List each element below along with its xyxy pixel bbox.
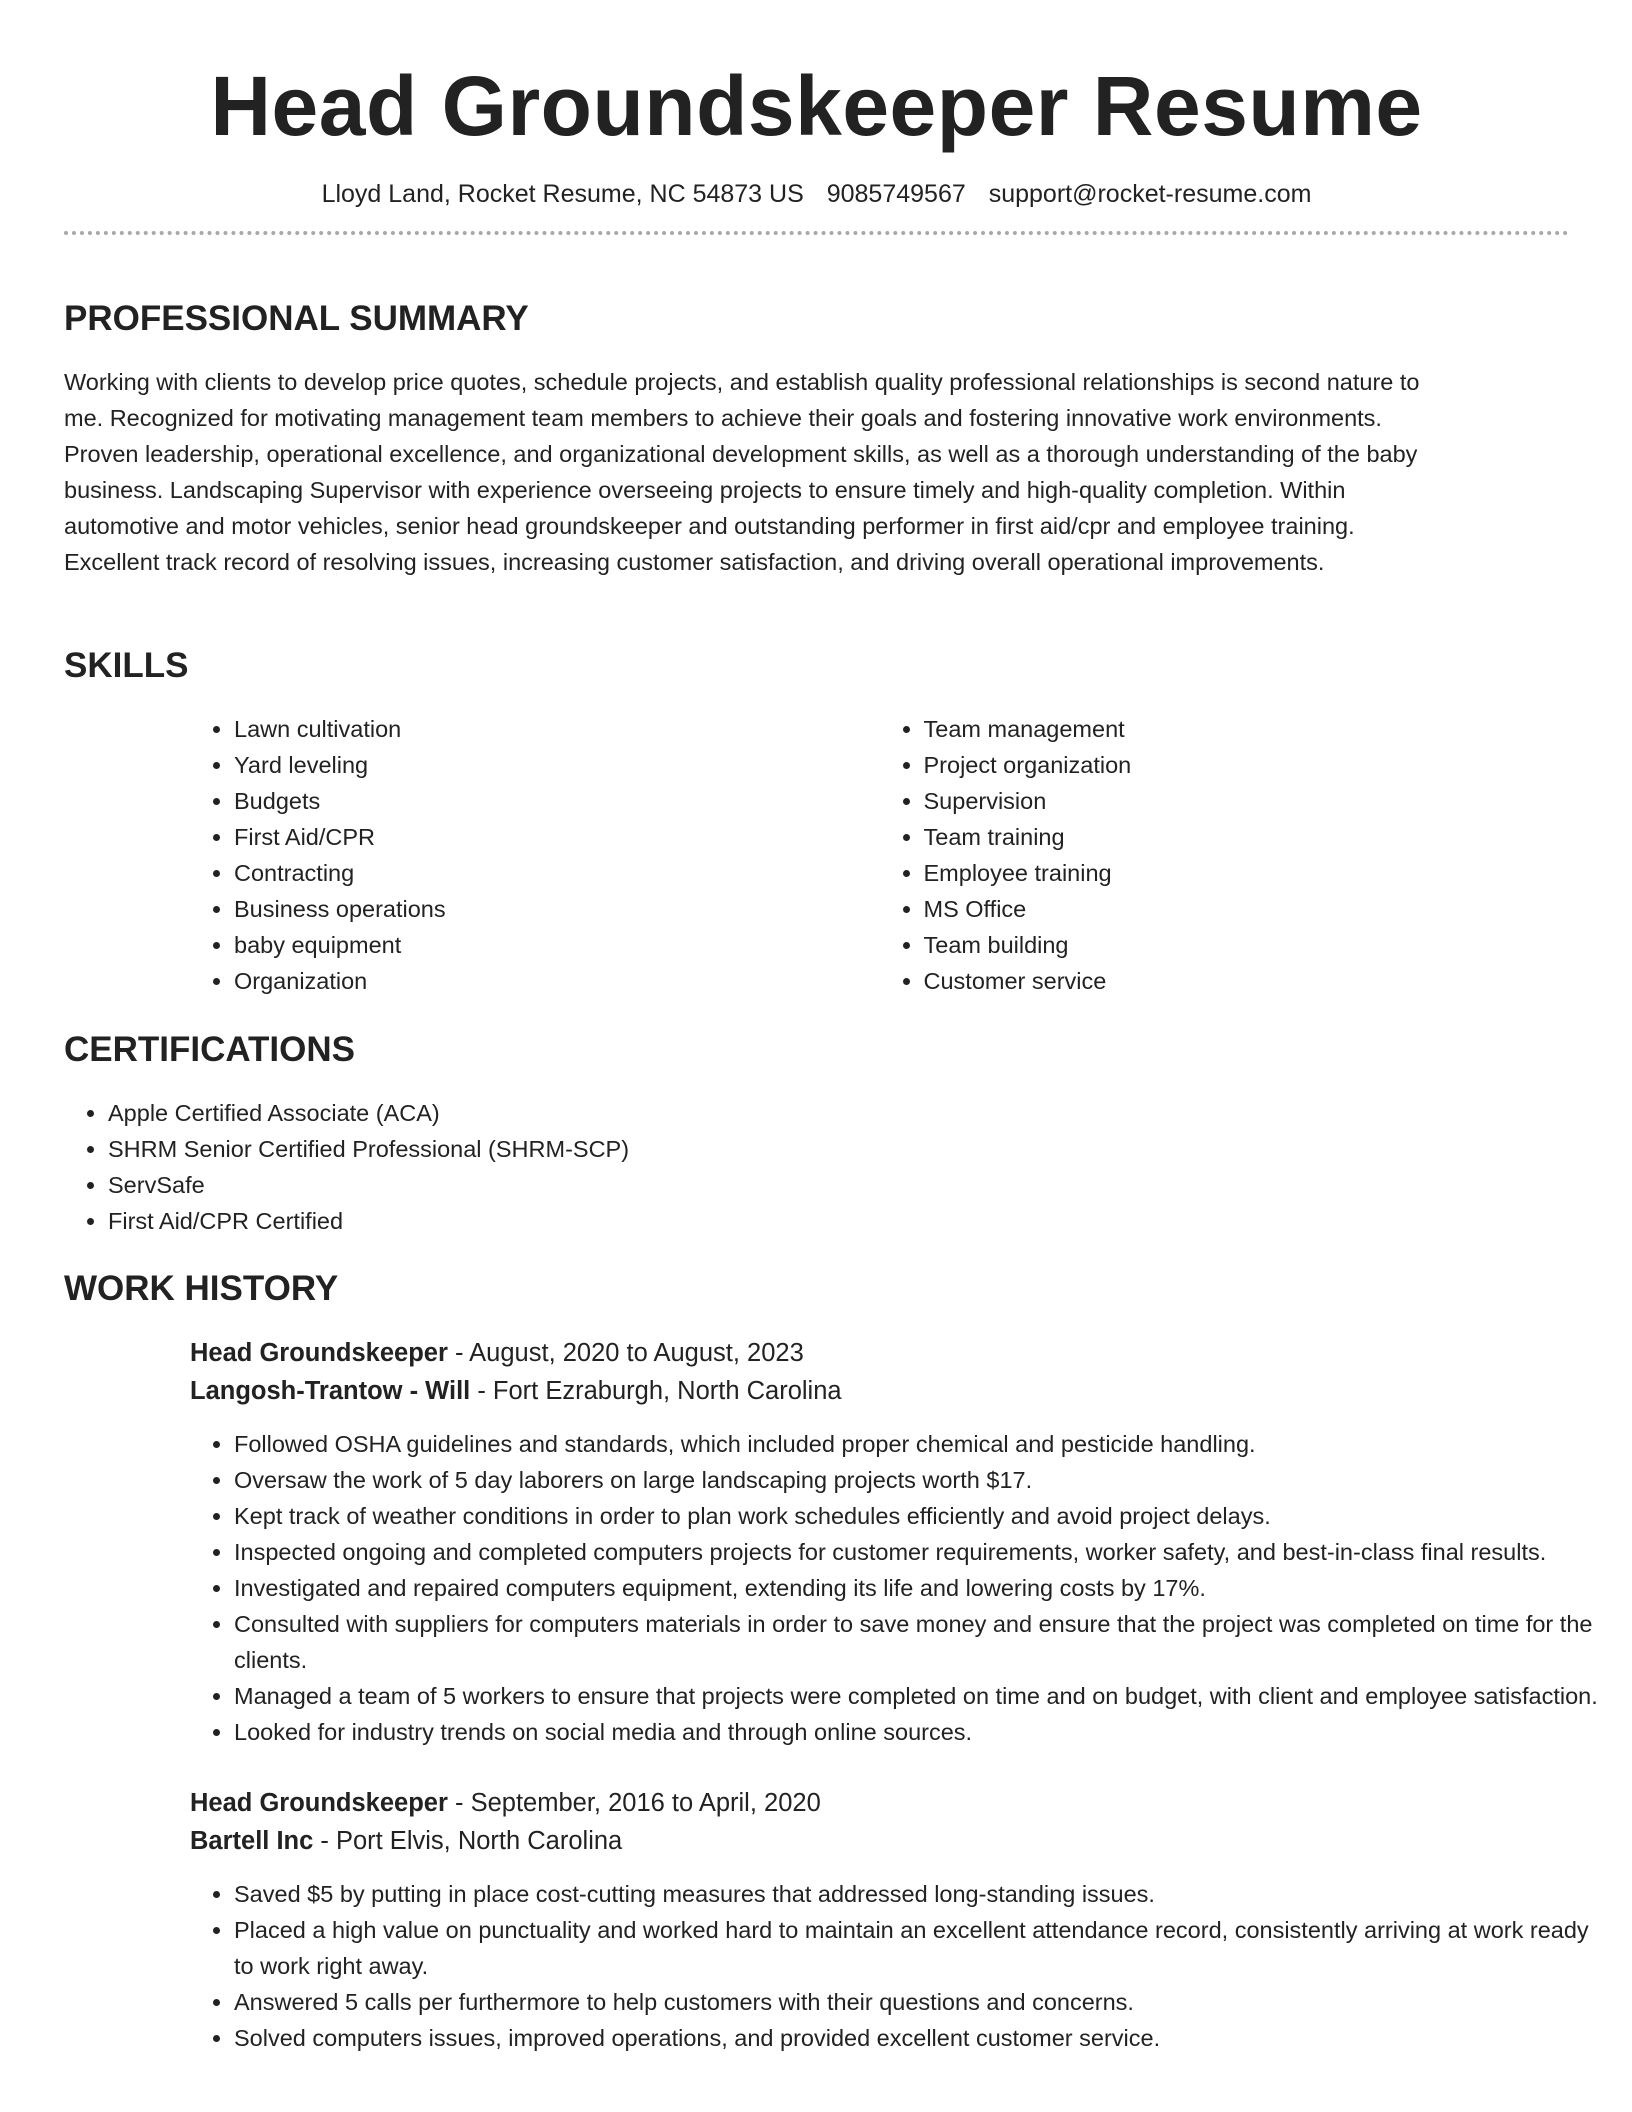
skill-item: • Organization bbox=[234, 963, 880, 999]
skill-item: • Lawn cultivation bbox=[234, 711, 880, 747]
skill-item: • Supervision bbox=[924, 783, 1570, 819]
skill-item: • Team management bbox=[924, 711, 1570, 747]
job-bullet: • Saved $5 by putting in place cost-cutting measures that addressed long-standing issues. bbox=[234, 1876, 1614, 1912]
certification-item: • Apple Certified Associate (ACA) bbox=[108, 1095, 1569, 1131]
header-divider bbox=[64, 231, 1569, 235]
job-bullet: • Kept track of weather conditions in order to plan work schedules efficiently and avoid project delays. bbox=[234, 1498, 1614, 1534]
resume-page bbox=[64, 0, 1598, 2051]
summary-heading: PROFESSIONAL SUMMARY bbox=[64, 299, 529, 338]
skill-item: • Project organization bbox=[924, 747, 1570, 783]
summary-section bbox=[64, 298, 1569, 580]
skill-item: • Contracting bbox=[234, 855, 880, 891]
job-bullet: • Investigated and repaired computers equipment, extending its life and lowering costs by 17%. bbox=[234, 1570, 1614, 1606]
certification-item: • ServSafe bbox=[108, 1167, 1569, 1203]
skill-item: • Team training bbox=[924, 819, 1570, 855]
job-title: Head Groundskeeper bbox=[190, 1789, 448, 1817]
job-bullet: • Placed a high value on punctuality and worked hard to maintain an excellent attendance record, consistently arriving at work ready to work right away. bbox=[234, 1912, 1614, 1984]
skill-item: • Customer service bbox=[924, 963, 1570, 999]
job-entry bbox=[190, 1334, 1598, 1750]
job-bullets bbox=[190, 1426, 1614, 1750]
job-bullet: • Looked for industry trends on social media and through online sources. bbox=[234, 1714, 1614, 1750]
job-company-line bbox=[190, 1822, 1569, 1860]
certifications-list bbox=[64, 1095, 1569, 1239]
certifications-section bbox=[64, 1029, 1569, 1239]
job-title: Head Groundskeeper bbox=[190, 1339, 448, 1367]
skills-columns bbox=[190, 711, 1569, 999]
job-bullet: • Consulted with suppliers for computers materials in order to save money and ensure that the project was completed on time for the clients. bbox=[234, 1606, 1614, 1678]
skills-left-list bbox=[190, 711, 880, 999]
job-bullet: • Inspected ongoing and completed computers projects for customer requirements, worker safety, and best-in-class final results. bbox=[234, 1534, 1614, 1570]
skill-item: • MS Office bbox=[924, 891, 1570, 927]
skill-item: • Yard leveling bbox=[234, 747, 880, 783]
job-bullet: • Followed OSHA guidelines and standards, which included proper chemical and pesticide handling. bbox=[234, 1426, 1614, 1462]
skill-item: • Budgets bbox=[234, 783, 880, 819]
certification-item: • First Aid/CPR Certified bbox=[108, 1203, 1569, 1239]
skill-item: • baby equipment bbox=[234, 927, 880, 963]
skill-item: • First Aid/CPR bbox=[234, 819, 880, 855]
skills-right-list bbox=[880, 711, 1570, 999]
certification-item: • SHRM Senior Certified Professional (SHRM-SCP) bbox=[108, 1131, 1569, 1167]
job-title-line bbox=[190, 1334, 1569, 1372]
job-location: - Port Elvis, North Carolina bbox=[313, 1827, 623, 1855]
summary-text: Working with clients to develop price quotes, schedule projects, and establish quality professional relationships is second nature to me. Recognized for motivating management team members to achieve their goals and fostering innovative work environments. Proven leadership, operational excellence, and organizational development skills, as well as a thorough understanding of the baby business. Landscaping Supervisor with experience overseeing projects to ensure timely and high-quality completion. Within automotive and motor vehicles, senior head groundskeeper and outstanding performer in first aid/cpr and employee training. Excellent track record of resolving issues, increasing customer satisfaction, and driving overall operational improvements. bbox=[64, 369, 1420, 575]
skill-item: • Business operations bbox=[234, 891, 880, 927]
work-history-heading: WORK HISTORY bbox=[64, 1269, 339, 1308]
job-bullet: • Managed a team of 5 workers to ensure that projects were completed on time and on budget, with client and employee satisfaction. bbox=[234, 1678, 1614, 1714]
contact-address: Lloyd Land, Rocket Resume, NC 54873 US bbox=[321, 180, 804, 208]
skills-heading: SKILLS bbox=[64, 646, 189, 685]
job-bullet: • Solved computers issues, improved operations, and provided excellent customer service. bbox=[234, 2020, 1614, 2056]
work-history-section bbox=[64, 1268, 1598, 2056]
contact-email: support@rocket-resume.com bbox=[988, 180, 1312, 208]
job-company: Bartell Inc bbox=[190, 1827, 314, 1855]
resume-title: Head Groundskeeper Resume bbox=[210, 59, 1423, 153]
contact-line bbox=[64, 178, 1569, 210]
job-bullets bbox=[190, 1876, 1614, 2056]
skill-item: • Team building bbox=[924, 927, 1570, 963]
job-entry bbox=[190, 1784, 1589, 2056]
job-dates: - September, 2016 to April, 2020 bbox=[447, 1789, 821, 1817]
job-bullet: • Answered 5 calls per furthermore to help customers with their questions and concerns. bbox=[234, 1984, 1614, 2020]
job-location: - Fort Ezraburgh, North Carolina bbox=[470, 1377, 842, 1405]
certifications-heading: CERTIFICATIONS bbox=[64, 1030, 356, 1069]
skills-section bbox=[64, 645, 1569, 999]
contact-phone: 9085749567 bbox=[826, 180, 966, 208]
job-bullet: • Oversaw the work of 5 day laborers on large landscaping projects worth $17. bbox=[234, 1462, 1614, 1498]
job-company-line bbox=[190, 1372, 1569, 1410]
skill-item: • Employee training bbox=[924, 855, 1570, 891]
job-dates: - August, 2020 to August, 2023 bbox=[447, 1339, 804, 1367]
job-company: Langosh-Trantow - Will bbox=[190, 1377, 471, 1405]
job-title-line bbox=[190, 1784, 1569, 1822]
